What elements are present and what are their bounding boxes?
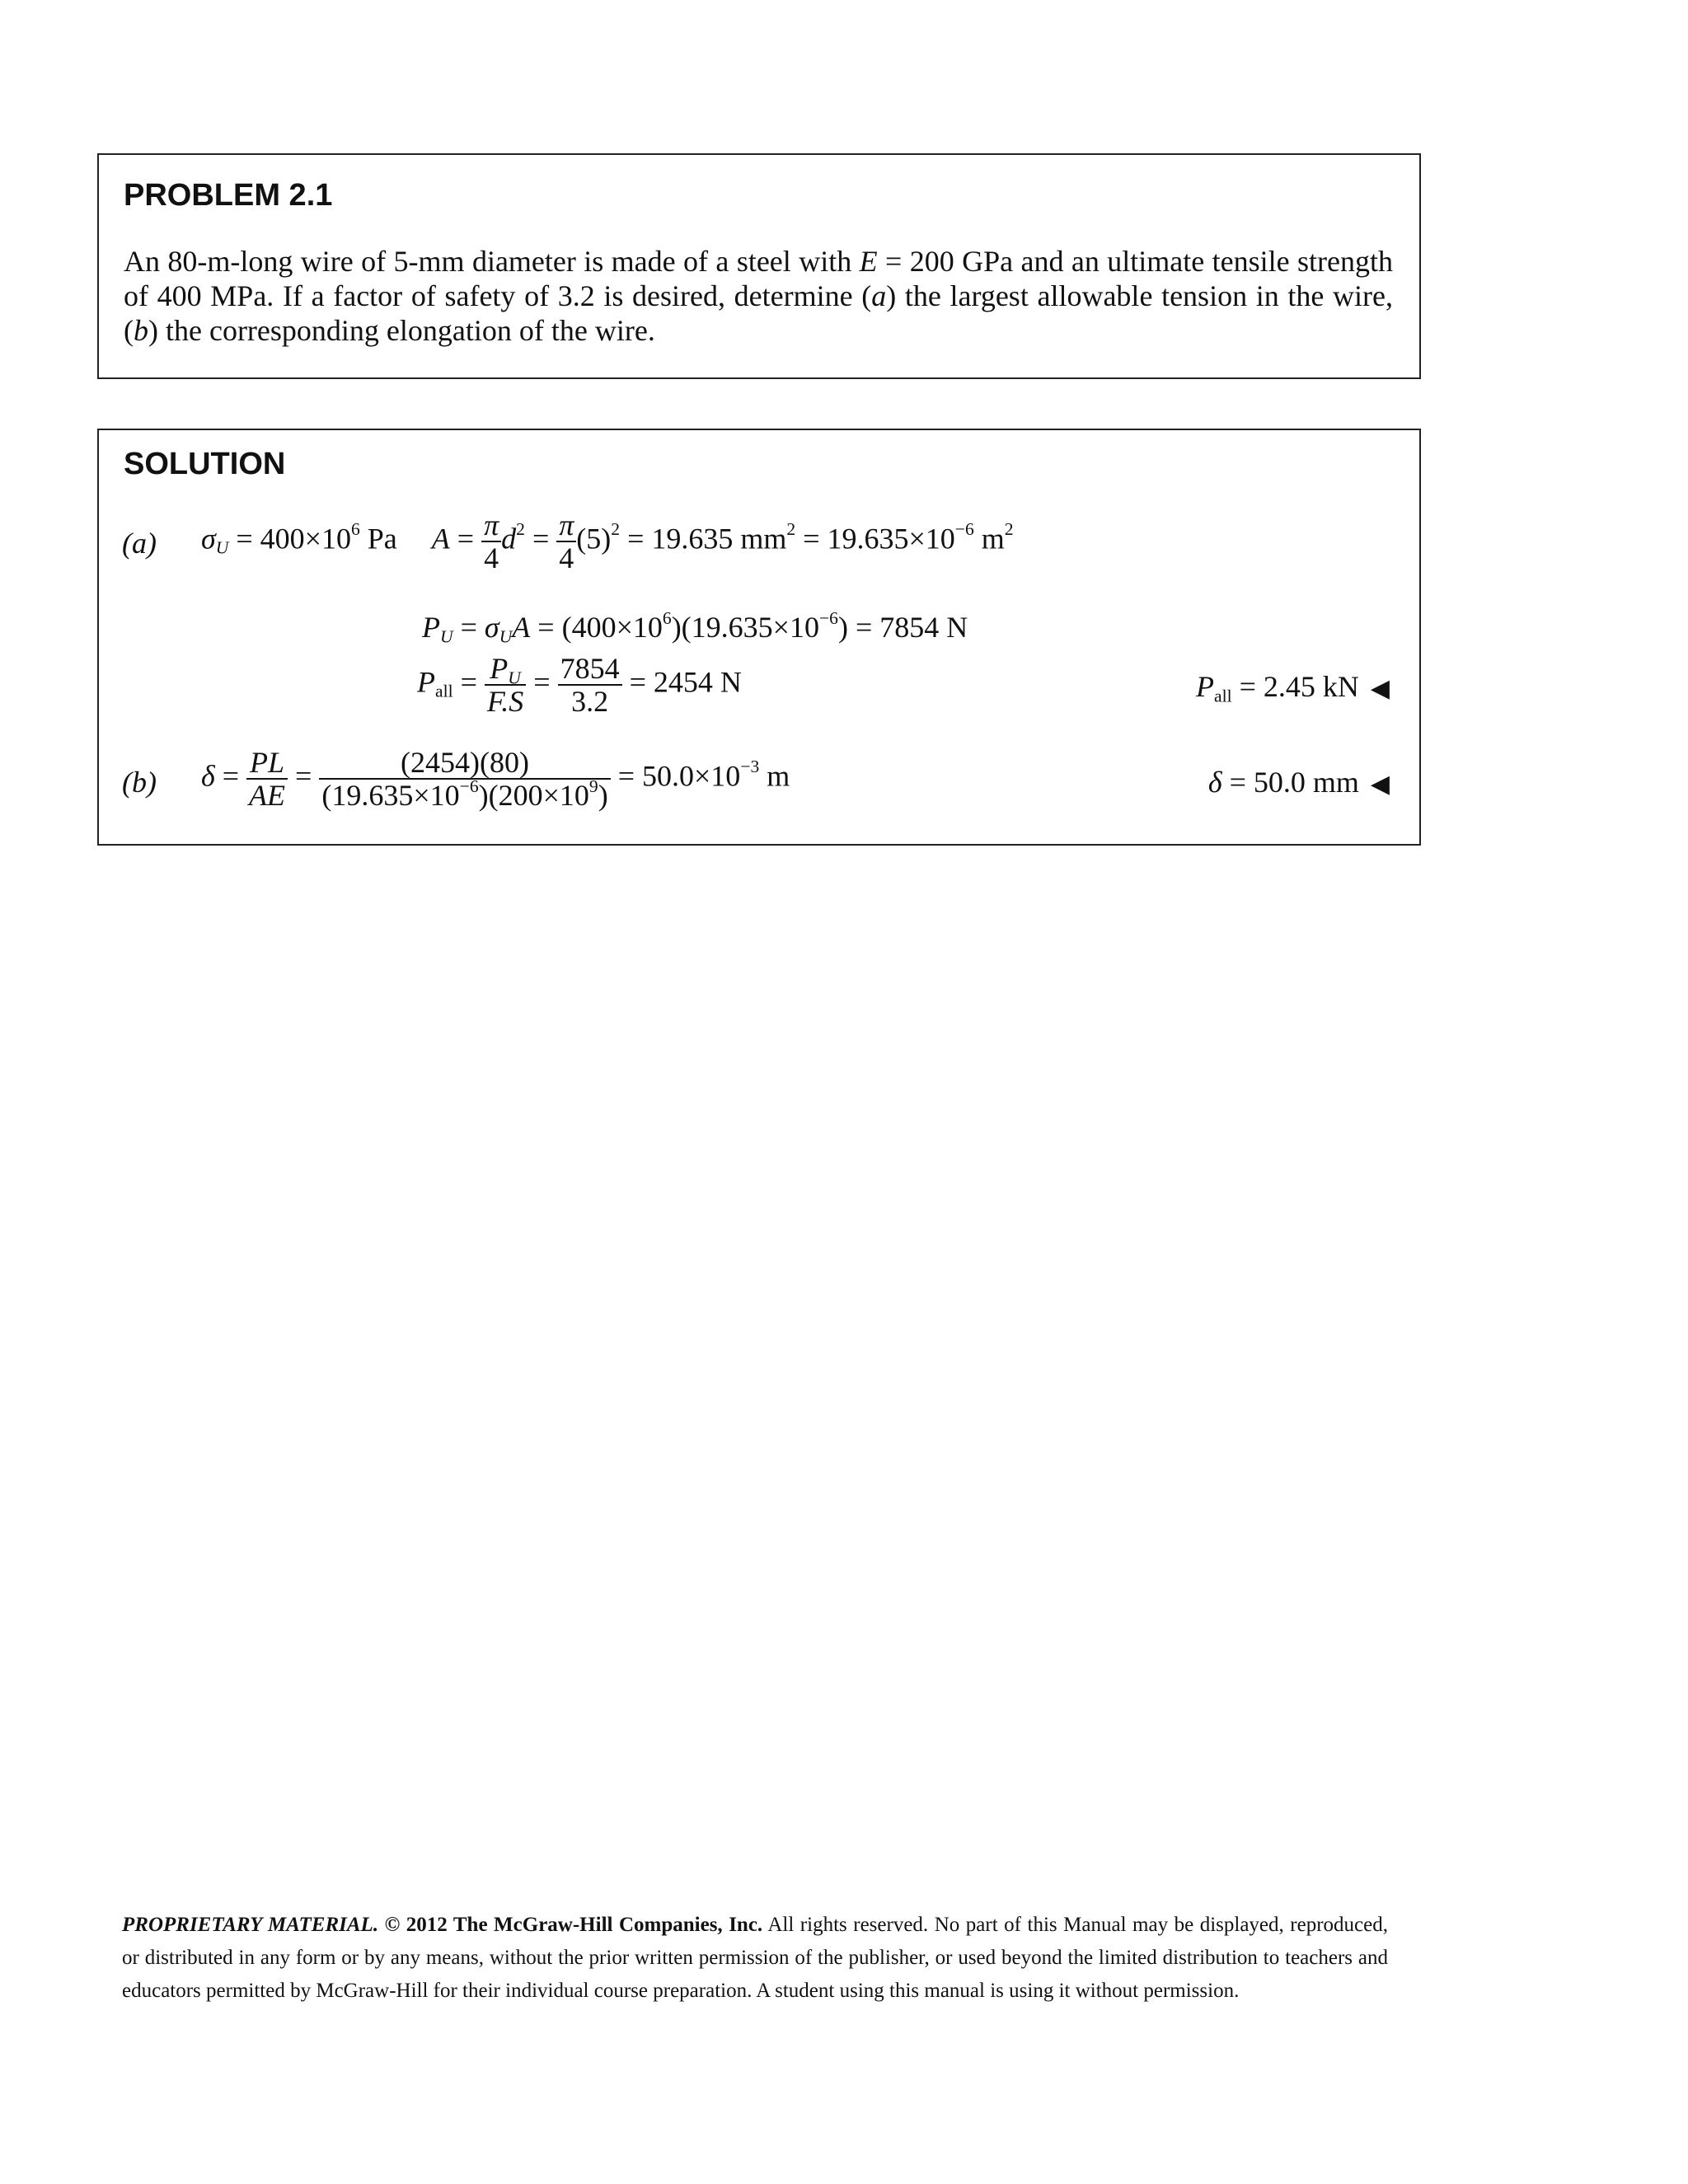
subscript-u: U [215, 537, 229, 558]
calc-part-1: = (400×10 [530, 611, 663, 644]
exponent: 2 [786, 519, 796, 540]
load-symbol: P [422, 611, 440, 644]
problem-text-3: ) the largest allowable tension in the wire, ( [124, 279, 1393, 347]
pi-over-4-fraction [481, 509, 501, 574]
equals: = [449, 522, 482, 555]
area-mm2: = 19.635 mm [620, 522, 787, 555]
equation-area [201, 509, 1014, 574]
calc-result: = 50.0×10 [610, 759, 741, 793]
stress-unit: Pa [359, 522, 397, 555]
problem-label-b: b [134, 314, 148, 347]
equation-elongation [201, 747, 790, 811]
equals: = [452, 611, 485, 644]
problem-label-a: a [871, 279, 887, 312]
numeric-fraction [558, 653, 622, 717]
area-symbol: A [512, 611, 531, 644]
frac-den: AE [249, 779, 286, 812]
diameter-value: (5) [576, 522, 612, 555]
footer-proprietary: PROPRIETARY MATERIAL. [122, 1914, 379, 1936]
frac-den: 4 [559, 541, 574, 574]
calc-part-2: )(19.635×10 [671, 611, 819, 644]
equation-allowable-load [417, 653, 742, 717]
load-symbol: P [490, 652, 509, 685]
frac-den: 3.2 [571, 685, 609, 718]
answer-marker-icon: ◀ [1370, 770, 1390, 799]
solution-heading: SOLUTION [124, 447, 286, 481]
answer-a [1196, 669, 1390, 704]
problem-text-2: = 200 GPa and an ultimate tensile strength of 400 MPa. If a factor of safety of 3.2 is desired, determine ( [124, 245, 1393, 312]
delta-symbol: δ [1207, 766, 1222, 799]
pu-over-fs-fraction [485, 653, 526, 717]
frac-den: 4 [484, 541, 499, 574]
problem-statement [124, 244, 1393, 348]
equation-ultimate-load [422, 607, 968, 647]
result-unit: m [759, 759, 790, 793]
exponent: −6 [818, 607, 838, 628]
exponent: 2 [1004, 519, 1014, 540]
frac-num: 7854 [558, 653, 622, 686]
equals: = [526, 665, 558, 699]
exponent: −6 [459, 776, 479, 796]
frac-num: PL [246, 747, 288, 780]
answer-value: = 2.45 kN [1231, 670, 1359, 703]
answer-marker-icon: ◀ [1370, 674, 1390, 703]
exponent: 2 [516, 519, 525, 540]
load-symbol: P [1196, 670, 1215, 703]
frac-num [485, 653, 526, 686]
problem-box [97, 153, 1421, 379]
sigma-symbol: σ [484, 611, 499, 644]
frac-num: π [481, 509, 501, 542]
exponent: −3 [740, 757, 760, 777]
part-a-label: (a) [122, 527, 157, 560]
solution-box [97, 429, 1421, 846]
problem-E-variable: E [859, 245, 878, 278]
calc-result: = 2454 N [621, 665, 742, 699]
sigma-symbol: σ [201, 522, 216, 555]
load-symbol: P [417, 665, 435, 699]
subscript-all: all [435, 681, 453, 701]
subscript-u: U [499, 626, 513, 647]
area-unit: m [973, 522, 1005, 555]
pi-over-4-fraction-2 [556, 509, 576, 574]
problem-text-1: An 80-m-long wire of 5-mm diameter is made of a steel with [124, 245, 860, 278]
problem-text-4: ) the corresponding elongation of the wire. [148, 314, 655, 347]
frac-num: π [556, 509, 576, 542]
copyright-footer [122, 1909, 1388, 2008]
area-symbol: A [431, 522, 450, 555]
den-part-2: )(200×10 [478, 779, 589, 812]
equals: = [214, 759, 247, 793]
exponent: 6 [350, 519, 360, 540]
calc-result: ) = 7854 N [837, 611, 968, 644]
delta-symbol: δ [201, 759, 215, 793]
problem-heading: PROBLEM 2.1 [124, 178, 333, 213]
exponent: 9 [588, 776, 598, 796]
subscript-u: U [440, 626, 453, 647]
exponent: 2 [611, 519, 621, 540]
equals: = [524, 522, 557, 555]
footer-copyright: © 2012 The McGraw-Hill Companies, Inc. [378, 1914, 763, 1936]
frac-den [319, 776, 610, 812]
area-m2: = 19.635×10 [795, 522, 955, 555]
pl-over-ae-fraction [246, 747, 288, 811]
exponent: 6 [662, 607, 672, 628]
exponent: −6 [954, 519, 974, 540]
answer-value: = 50.0 mm [1221, 766, 1359, 799]
part-b-label: (b) [122, 766, 157, 799]
subscript-all: all [1214, 686, 1232, 706]
stress-value: = 400×10 [228, 522, 351, 555]
den-part-1: (19.635×10 [321, 779, 460, 812]
den-part-3: ) [598, 779, 608, 812]
numeric-fraction [319, 747, 610, 811]
frac-num: (2454)(80) [319, 747, 610, 780]
subscript-u: U [508, 668, 521, 688]
frac-den: F.S [486, 685, 524, 718]
diameter-symbol: d [501, 522, 517, 555]
footer-rights-text: All rights reserved. No part of this Manual may be displayed, reproduced, or distributed in any form or by any means, without the prior written permission of the publisher, or used beyond the limited distribution to teachers and educators permitted by McGraw-Hill for their individual course preparation. A student using this manual is using it without permission. [122, 1914, 1388, 2002]
equals: = [452, 665, 485, 699]
answer-b [1208, 765, 1390, 799]
equals: = [288, 759, 320, 793]
